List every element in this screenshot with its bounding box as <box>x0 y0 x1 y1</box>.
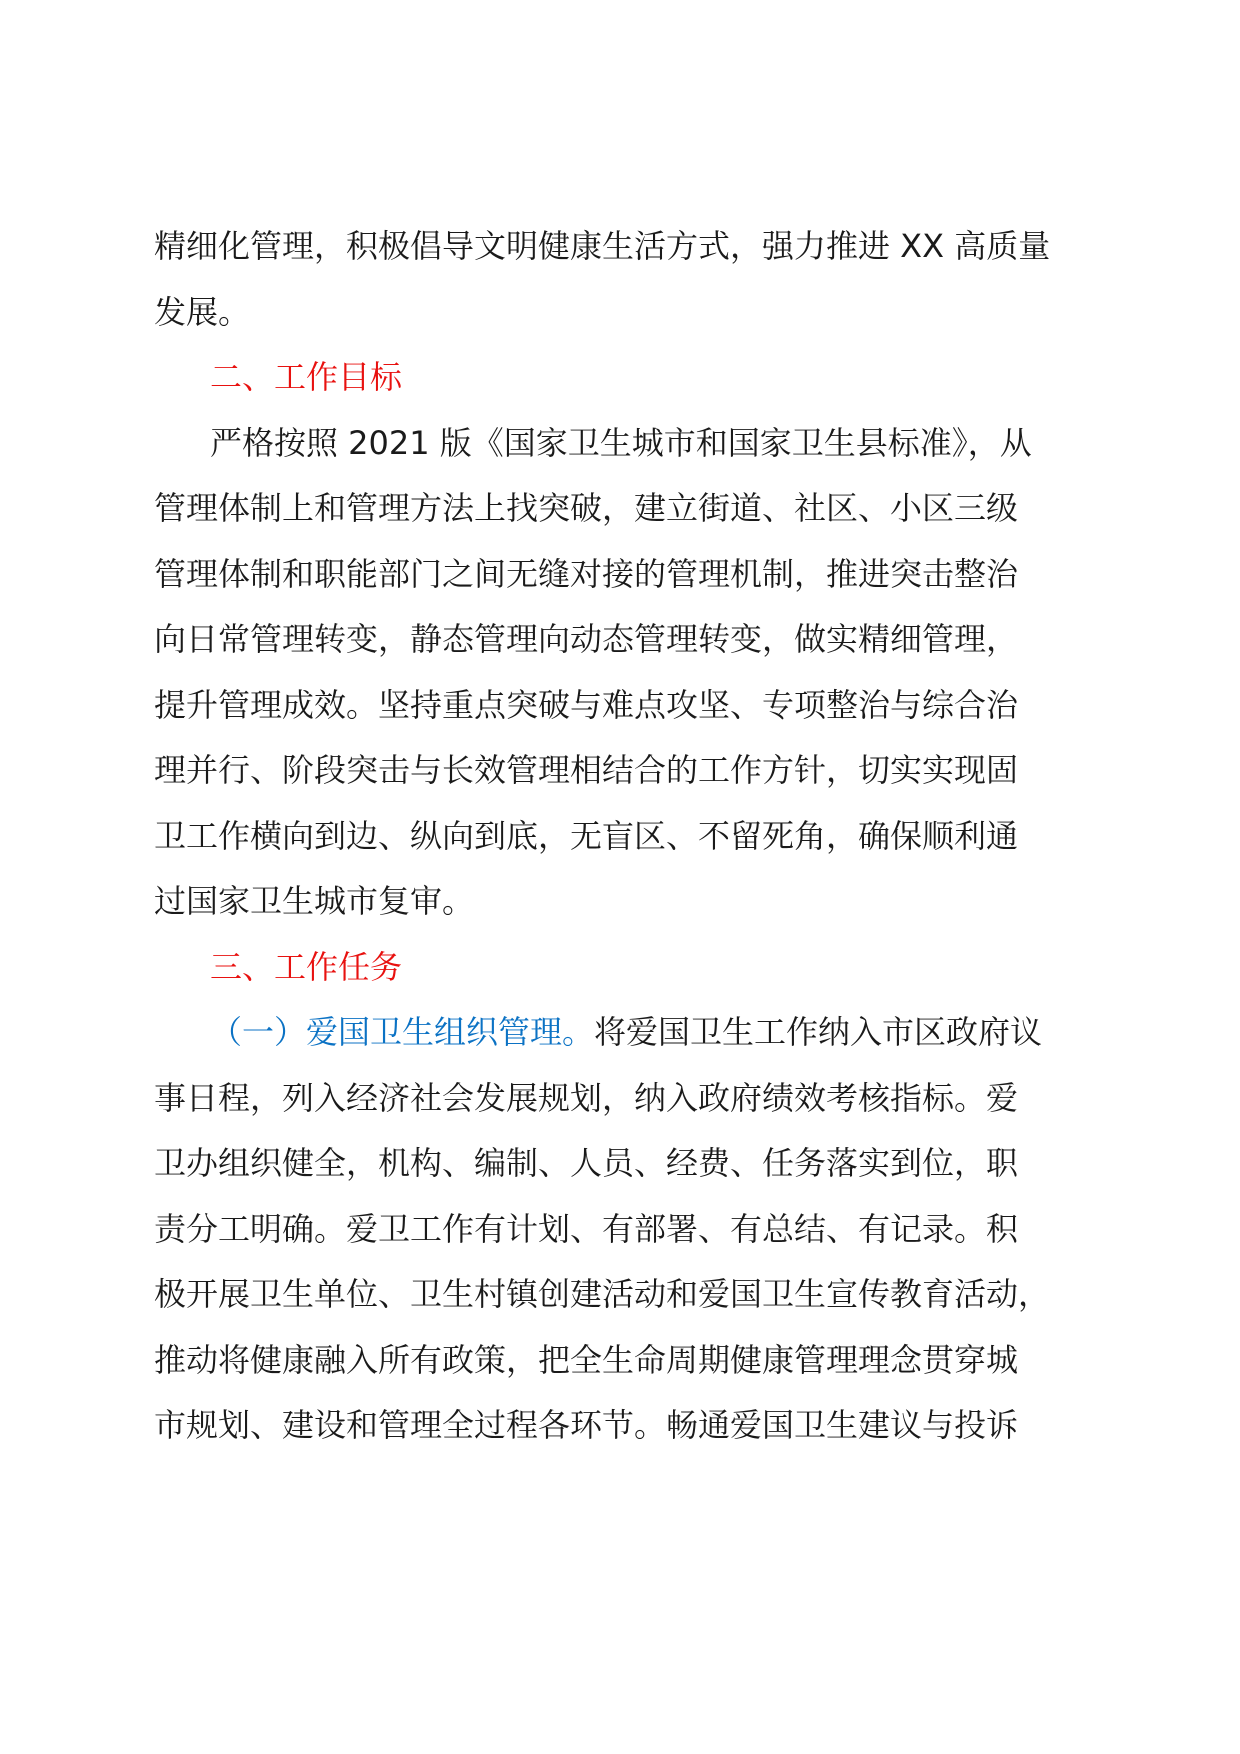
section-heading-work-goals: 二、工作目标 <box>210 358 403 396</box>
text-line: 向日常管理转变，静态管理向动态管理转变，做实精细管理， <box>154 620 1019 658</box>
subheading-patriotic-health-org: （一）爱国卫生组织管理。 <box>210 1013 595 1051</box>
text-line: 发展。 <box>154 292 251 331</box>
text-line: 管理体制上和管理方法上找突破，建立街道、社区、小区三级 <box>154 489 1019 527</box>
text-line: 管理体制和职能部门之间无缝对接的管理机制，推进突击整治 <box>154 554 1019 593</box>
text-line: 严格按照 2021 版《国家卫生城市和国家卫生县标准》，从 <box>210 423 1032 462</box>
text-line-with-subheading <box>154 1000 1092 1066</box>
text-line: 理并行、阶段突击与长效管理相结合的工作方针，切实实现固 <box>154 751 1019 789</box>
text-line: 极开展卫生单位、卫生村镇创建活动和爱国卫生宣传教育活动， <box>154 1275 1051 1313</box>
text-span: 将爱国卫生工作纳入市区政府议 <box>594 1013 1043 1051</box>
text-line: 责分工明确。爱卫工作有计划、有部署、有总结、有记录。积 <box>154 1209 1019 1248</box>
paragraph-work-goals <box>154 411 1092 935</box>
paragraph-intro-continuation <box>154 214 1092 345</box>
text-line: 卫工作横向到边、纵向到底，无盲区、不留死角，确保顺利通 <box>154 816 1019 855</box>
text-line: 精细化管理，积极倡导文明健康生活方式，强力推进 XX 高质量 <box>154 227 1051 265</box>
text-line: 提升管理成效。坚持重点突破与难点攻坚、专项整治与综合治 <box>154 685 1019 724</box>
document-body <box>154 214 1092 1459</box>
paragraph-patriotic-health-management <box>154 1000 1092 1459</box>
text-line: 市规划、建设和管理全过程各环节。畅通爱国卫生建议与投诉 <box>154 1406 1019 1444</box>
text-line: 卫办组织健全，机构、编制、人员、经费、任务落实到位，职 <box>154 1144 1019 1182</box>
section-heading-work-tasks: 三、工作任务 <box>210 947 403 986</box>
text-line: 事日程，列入经济社会发展规划，纳入政府绩效考核指标。爱 <box>154 1078 1019 1117</box>
text-line: 推动将健康融入所有政策，把全生命周期健康管理理念贯穿城 <box>154 1340 1019 1379</box>
text-line: 过国家卫生城市复审。 <box>154 882 475 920</box>
